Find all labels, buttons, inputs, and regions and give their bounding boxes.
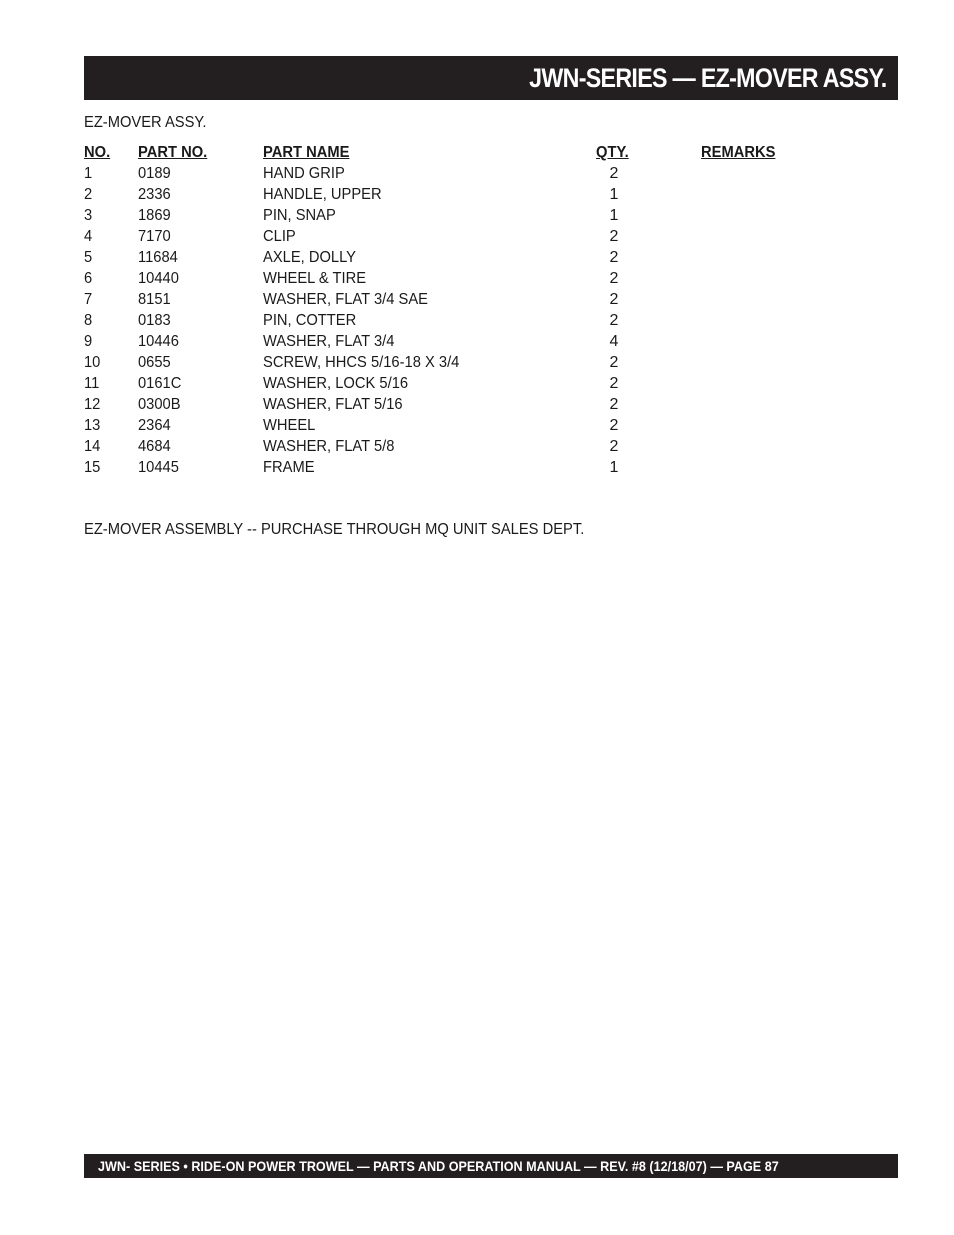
cell-part-no: 0189 bbox=[138, 165, 171, 182]
cell-part-name: WHEEL & TIRE bbox=[263, 270, 367, 287]
cell-no: 14 bbox=[84, 438, 101, 455]
cell-qty: 2 bbox=[609, 249, 619, 266]
cell-no: 15 bbox=[84, 459, 101, 476]
cell-part-name: HANDLE, UPPER bbox=[263, 186, 382, 203]
cell-no: 11 bbox=[84, 375, 100, 392]
page-header-bar bbox=[84, 56, 898, 100]
cell-part-name: WASHER, FLAT 3/4 bbox=[263, 333, 395, 350]
cell-qty: 2 bbox=[609, 438, 619, 455]
cell-no: 13 bbox=[84, 417, 101, 434]
cell-no: 5 bbox=[84, 249, 93, 266]
column-header-qty: QTY. bbox=[596, 144, 629, 161]
cell-part-no: 0300B bbox=[138, 396, 181, 413]
cell-qty: 4 bbox=[609, 333, 619, 350]
cell-qty: 2 bbox=[609, 375, 619, 392]
cell-part-no: 10446 bbox=[138, 333, 179, 350]
cell-part-name: FRAME bbox=[263, 459, 315, 476]
cell-part-no: 7170 bbox=[138, 228, 171, 245]
cell-part-name: AXLE, DOLLY bbox=[263, 249, 357, 266]
column-header-part-no: PART NO. bbox=[138, 144, 208, 161]
cell-no: 2 bbox=[84, 186, 93, 203]
cell-part-no: 11684 bbox=[138, 249, 178, 266]
cell-part-name: WASHER, FLAT 3/4 SAE bbox=[263, 291, 428, 308]
cell-no: 7 bbox=[84, 291, 93, 308]
cell-no: 9 bbox=[84, 333, 93, 350]
cell-no: 3 bbox=[84, 207, 93, 224]
cell-qty: 2 bbox=[609, 396, 619, 413]
cell-part-no: 2336 bbox=[138, 186, 171, 203]
cell-part-no: 4684 bbox=[138, 438, 171, 455]
cell-qty: 2 bbox=[609, 417, 619, 434]
cell-qty: 1 bbox=[609, 207, 619, 224]
cell-qty: 1 bbox=[609, 459, 619, 476]
cell-part-no: 8151 bbox=[138, 291, 171, 308]
cell-part-no: 10440 bbox=[138, 270, 179, 287]
cell-part-no: 1869 bbox=[138, 207, 171, 224]
cell-qty: 2 bbox=[609, 270, 619, 287]
cell-no: 6 bbox=[84, 270, 93, 287]
cell-no: 12 bbox=[84, 396, 101, 413]
cell-qty: 2 bbox=[609, 291, 619, 308]
cell-qty: 1 bbox=[609, 186, 619, 203]
cell-qty: 2 bbox=[609, 165, 619, 182]
column-header-no: NO. bbox=[84, 144, 111, 161]
cell-part-name: PIN, SNAP bbox=[263, 207, 336, 224]
cell-part-no: 0161C bbox=[138, 375, 182, 392]
cell-no: 4 bbox=[84, 228, 93, 245]
cell-part-name: WASHER, FLAT 5/16 bbox=[263, 396, 403, 413]
cell-part-name: SCREW, HHCS 5/16-18 X 3/4 bbox=[263, 354, 460, 371]
cell-no: 10 bbox=[84, 354, 101, 371]
cell-part-name: WASHER, FLAT 5/8 bbox=[263, 438, 395, 455]
page-title: JWN-SERIES — EZ-MOVER ASSY. bbox=[528, 63, 886, 93]
page-footer-bar bbox=[84, 1154, 898, 1178]
cell-part-name: WASHER, LOCK 5/16 bbox=[263, 375, 409, 392]
column-header-remarks: REMARKS bbox=[701, 144, 776, 161]
cell-qty: 2 bbox=[609, 354, 619, 371]
column-header-part-name: PART NAME bbox=[263, 144, 350, 161]
cell-part-name: PIN, COTTER bbox=[263, 312, 357, 329]
cell-part-no: 2364 bbox=[138, 417, 171, 434]
cell-part-no: 10445 bbox=[138, 459, 179, 476]
cell-part-no: 0183 bbox=[138, 312, 171, 329]
cell-no: 8 bbox=[84, 312, 93, 329]
cell-part-name: CLIP bbox=[263, 228, 296, 245]
cell-no: 1 bbox=[84, 165, 93, 182]
section-label: EZ-MOVER ASSY. bbox=[84, 114, 207, 131]
purchase-note: EZ-MOVER ASSEMBLY -- PURCHASE THROUGH MQ UNIT SALES DEPT. bbox=[84, 521, 585, 538]
cell-part-no: 0655 bbox=[138, 354, 171, 371]
cell-part-name: WHEEL bbox=[263, 417, 316, 434]
footer-text: JWN- SERIES • RIDE-ON POWER TROWEL — PARTS AND OPERATION MANUAL — REV. #8 (12/18/07) — PAGE 87 bbox=[98, 1158, 779, 1174]
cell-qty: 2 bbox=[609, 228, 619, 245]
cell-qty: 2 bbox=[609, 312, 619, 329]
cell-part-name: HAND GRIP bbox=[263, 165, 345, 182]
